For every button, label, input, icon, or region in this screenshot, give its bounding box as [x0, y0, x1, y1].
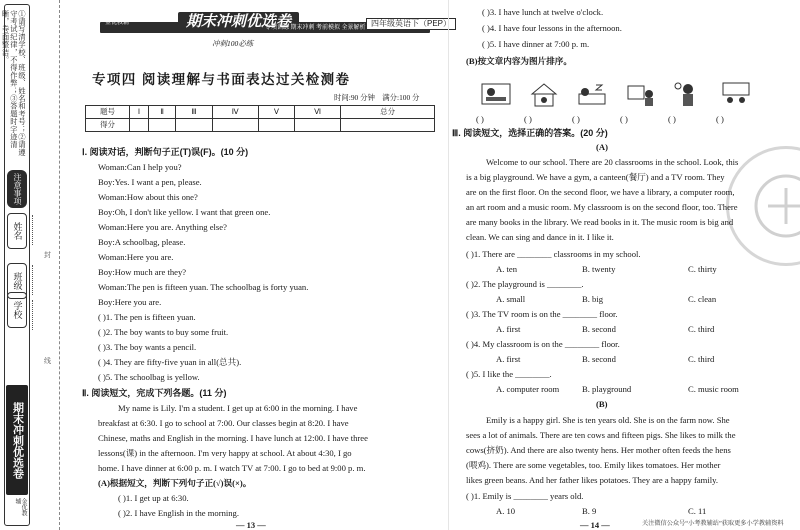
passage-line: clean. We can sing and dance in it. I like it.	[466, 232, 614, 242]
binding-mark-2: 线	[44, 357, 51, 365]
mc-option-b[interactable]: B. second	[582, 354, 616, 364]
score-cell: Ⅵ	[294, 106, 340, 119]
mc-option-b[interactable]: B. big	[582, 294, 604, 304]
picture-answer[interactable]: ( )	[620, 114, 628, 124]
dialogue-line: Boy:Oh, I don't like yellow. I want that green one.	[98, 207, 271, 217]
score-input[interactable]	[294, 119, 340, 132]
tv-picture-icon	[624, 80, 656, 110]
passage-line: Chinese, maths and English in the morning. I have lunch at 12:00. I have three	[98, 433, 368, 443]
passage-line: is a big playground. We have a gym, a canteen(餐厅) and a TV room. They	[466, 172, 725, 182]
section-1-title: Ⅰ. 阅读对话，判断句子正(T)误(F)。(10 分)	[82, 147, 249, 157]
passage-line: an art room and a music room. My classroom is on the second floor, too. There	[466, 202, 738, 212]
passage-line: lessons(课) in the afternoon. I'm very happy at school. At about 4:30, I go	[98, 448, 352, 458]
mc-question[interactable]: ( )1. There are ________ classrooms in my school.	[466, 249, 641, 259]
score-cell: Ⅴ	[258, 106, 294, 119]
section-2-title: Ⅱ. 阅读短文，完成下列各题。(11 分)	[82, 388, 227, 398]
mc-option-a[interactable]: A. first	[496, 354, 521, 364]
score-input[interactable]	[212, 119, 258, 132]
notice-label: 注意事项	[7, 170, 27, 208]
part-a-title: (A)根据短文，判断下列句子正(√)误(×)。	[98, 478, 252, 488]
mc-option-c[interactable]: C. thirty	[688, 264, 717, 274]
mc-option-c[interactable]: C. clean	[688, 294, 717, 304]
passage-line: are many books in the library. We read books in it. The music room is big and	[466, 217, 734, 227]
tf-question[interactable]: ( )4. I have four lessons in the afternoon.	[482, 23, 622, 33]
score-input[interactable]	[341, 119, 435, 132]
passage-line: breakfast at 6:30. I go to school at 7:00. Our classes begin at 8:20. I have	[98, 418, 349, 428]
name-field-label: 姓名	[7, 213, 27, 249]
sleep-picture-icon	[576, 80, 608, 110]
mc-option-a[interactable]: A. computer room	[496, 384, 560, 394]
mc-option-b[interactable]: B. twenty	[582, 264, 616, 274]
mc-question[interactable]: ( )1. Emily is ________ years old.	[466, 491, 584, 501]
mc-question[interactable]: ( )5. I like the ________.	[466, 369, 552, 379]
paper-title: 专项四 阅读理解与书面表达过关检测卷	[92, 72, 351, 87]
tf-question[interactable]: ( )1. I get up at 6:30.	[118, 493, 189, 503]
dialogue-line: Woman:Can I help you?	[98, 162, 182, 172]
passage-line: My name is Lily. I'm a student. I get up at 6:00 in the morning. I have	[118, 403, 358, 413]
score-input[interactable]	[130, 119, 149, 132]
dialogue-line: Boy:Here you are.	[98, 297, 162, 307]
mc-option-a[interactable]: A. ten	[496, 264, 518, 274]
mc-option-b[interactable]: B. 9	[582, 506, 597, 516]
tf-question[interactable]: ( )2. I have English in the morning.	[118, 508, 240, 518]
mc-option-b[interactable]: B. second	[582, 324, 616, 334]
passage-line: likes green beans. And her father likes potatoes. They are a happy family.	[466, 475, 718, 485]
mc-question[interactable]: ( )3. The TV room is on the ________ floor.	[466, 309, 618, 319]
score-cell: Ⅱ	[148, 106, 176, 119]
tf-question[interactable]: ( )5. I have dinner at 7:00 p. m.	[482, 39, 590, 49]
tf-question[interactable]: ( )2. The boy wants to buy some fruit.	[98, 327, 229, 337]
header-tagline: 冲刺100必练	[212, 39, 254, 48]
score-cell: Ⅰ	[130, 106, 149, 119]
school-blank[interactable]	[32, 300, 33, 330]
dialogue-line: Woman:Here you are.	[98, 252, 174, 262]
passage-b-label: (B)	[596, 399, 608, 409]
score-table-score-row	[86, 119, 435, 132]
page-number-14: — 14 —	[580, 520, 610, 530]
section-3-title: Ⅲ. 阅读短文，选择正确的答案。(20 分)	[452, 128, 608, 138]
paper-meta	[334, 94, 419, 101]
score-cell: 得分	[86, 119, 130, 132]
mc-option-c[interactable]: C. music room	[688, 384, 739, 394]
score-cell: 总分	[341, 106, 435, 119]
score-input[interactable]	[258, 119, 294, 132]
picture-answer[interactable]: ( )	[476, 114, 484, 124]
dialogue-line: Boy:A schoolbag, please.	[98, 237, 186, 247]
passage-line: Emily is a happy girl. She is ten years old. She is on the farm now. She	[486, 415, 730, 425]
score-cell: Ⅳ	[212, 106, 258, 119]
time-label: 时间:90 分钟	[334, 93, 375, 102]
tf-question[interactable]: ( )3. I have lunch at twelve o'clock.	[482, 7, 604, 17]
part-b-title: (B)按文章内容为图片排序。	[466, 56, 572, 66]
score-cell: 题号	[86, 106, 130, 119]
passage-line: Welcome to our school. There are 20 classrooms in the school. Look, this	[486, 157, 739, 167]
total-score-label: 满分:100 分	[382, 93, 420, 102]
header-sublogo: 金优教辅	[105, 20, 130, 26]
score-table	[85, 105, 435, 132]
tf-question[interactable]: ( )5. The schoolbag is yellow.	[98, 372, 200, 382]
picture-row	[480, 80, 760, 112]
dialogue-line: Boy:Yes. I want a pen, please.	[98, 177, 202, 187]
mc-question[interactable]: ( )2. The playground is ________.	[466, 279, 584, 289]
score-input[interactable]	[148, 119, 176, 132]
dialogue-line: Woman:How about this one?	[98, 192, 198, 202]
passage-a-label: (A)	[596, 142, 608, 152]
tf-question[interactable]: ( )3. The boy wants a pencil.	[98, 342, 197, 352]
mc-option-b[interactable]: B. playground	[582, 384, 632, 394]
class-blank[interactable]	[32, 265, 33, 295]
breakfast-picture-icon	[480, 80, 512, 110]
score-input[interactable]	[176, 119, 212, 132]
tf-question[interactable]: ( )4. They are fifty-five yuan in all(总共).	[98, 357, 242, 367]
notice-text: ①请写清学校、班级、姓名和考号；②请遵守考试纪律，不得作弊；③答题时字迹清晰，卷面整洁。	[1, 10, 26, 157]
mc-option-c[interactable]: C. 11	[688, 506, 707, 516]
score-table-header-row	[86, 106, 435, 119]
school-picture-icon	[528, 80, 560, 110]
dialogue-line: Woman:Here you are. Anything else?	[98, 222, 227, 232]
school-field-label: 学校	[7, 292, 27, 328]
footer-note: 关注微信公众号“小考教辅站”获取更多小学教辅资料	[642, 520, 784, 527]
picture-answer[interactable]: ( )	[572, 114, 580, 124]
page-number-13: — 13 —	[236, 520, 266, 530]
tf-question[interactable]: ( )1. The pen is fifteen yuan.	[98, 312, 196, 322]
dialogue-line: Woman:The pen is fifteen yuan. The schoolbag is forty yuan.	[98, 282, 309, 292]
sidebar-logo: 期末冲刺优选卷	[6, 385, 28, 495]
passage-line: are on the first floor. On the second floor, we have a library, a computer room,	[466, 187, 735, 197]
mc-question[interactable]: ( )4. My classroom is on the ________ floor.	[466, 339, 620, 349]
grade-label: 四年级英语下（PEP）	[366, 18, 456, 30]
page-fold	[448, 0, 449, 530]
mc-option-a[interactable]: A. small	[496, 294, 526, 304]
picture-answer[interactable]: ( )	[668, 114, 676, 124]
passage-line: (喂鸡). There are some vegetables, too. Emily likes tomatoes. Her mother	[466, 460, 721, 470]
score-cell: Ⅲ	[176, 106, 212, 119]
binding-sidebar	[0, 0, 60, 530]
sidebar-brand: 金优教辅	[14, 498, 26, 516]
header-brand: 期末冲刺优选卷	[178, 12, 299, 32]
picture-answer[interactable]: ( )	[524, 114, 532, 124]
binding-mark-1: 封	[44, 251, 51, 259]
getup-picture-icon	[672, 80, 704, 110]
seal-icon	[746, 166, 800, 246]
mc-option-a[interactable]: A. first	[496, 324, 521, 334]
passage-line: sees a lot of animals. There are ten cows and fifteen pigs. She likes to milk the	[466, 430, 736, 440]
class-picture-icon	[720, 80, 752, 110]
header-slogan: 专项训练 期末冲刺 考前模拟 全景解析	[265, 25, 366, 31]
mc-option-a[interactable]: A. 10	[496, 506, 516, 516]
picture-answer[interactable]: ( )	[716, 114, 724, 124]
passage-line: cows(挤奶). And there are also twenty hens. Her mother often feeds the hens	[466, 445, 731, 455]
dialogue-line: Boy:How much are they?	[98, 267, 187, 277]
class-field-label: 班级	[7, 263, 27, 299]
mc-option-c[interactable]: C. third	[688, 324, 715, 334]
mc-option-c[interactable]: C. third	[688, 354, 715, 364]
name-blank[interactable]	[32, 215, 33, 245]
passage-line: home. I have dinner at 6:00 p. m. I watch TV at 7:00. I go to bed at 9:00 p. m.	[98, 463, 366, 473]
